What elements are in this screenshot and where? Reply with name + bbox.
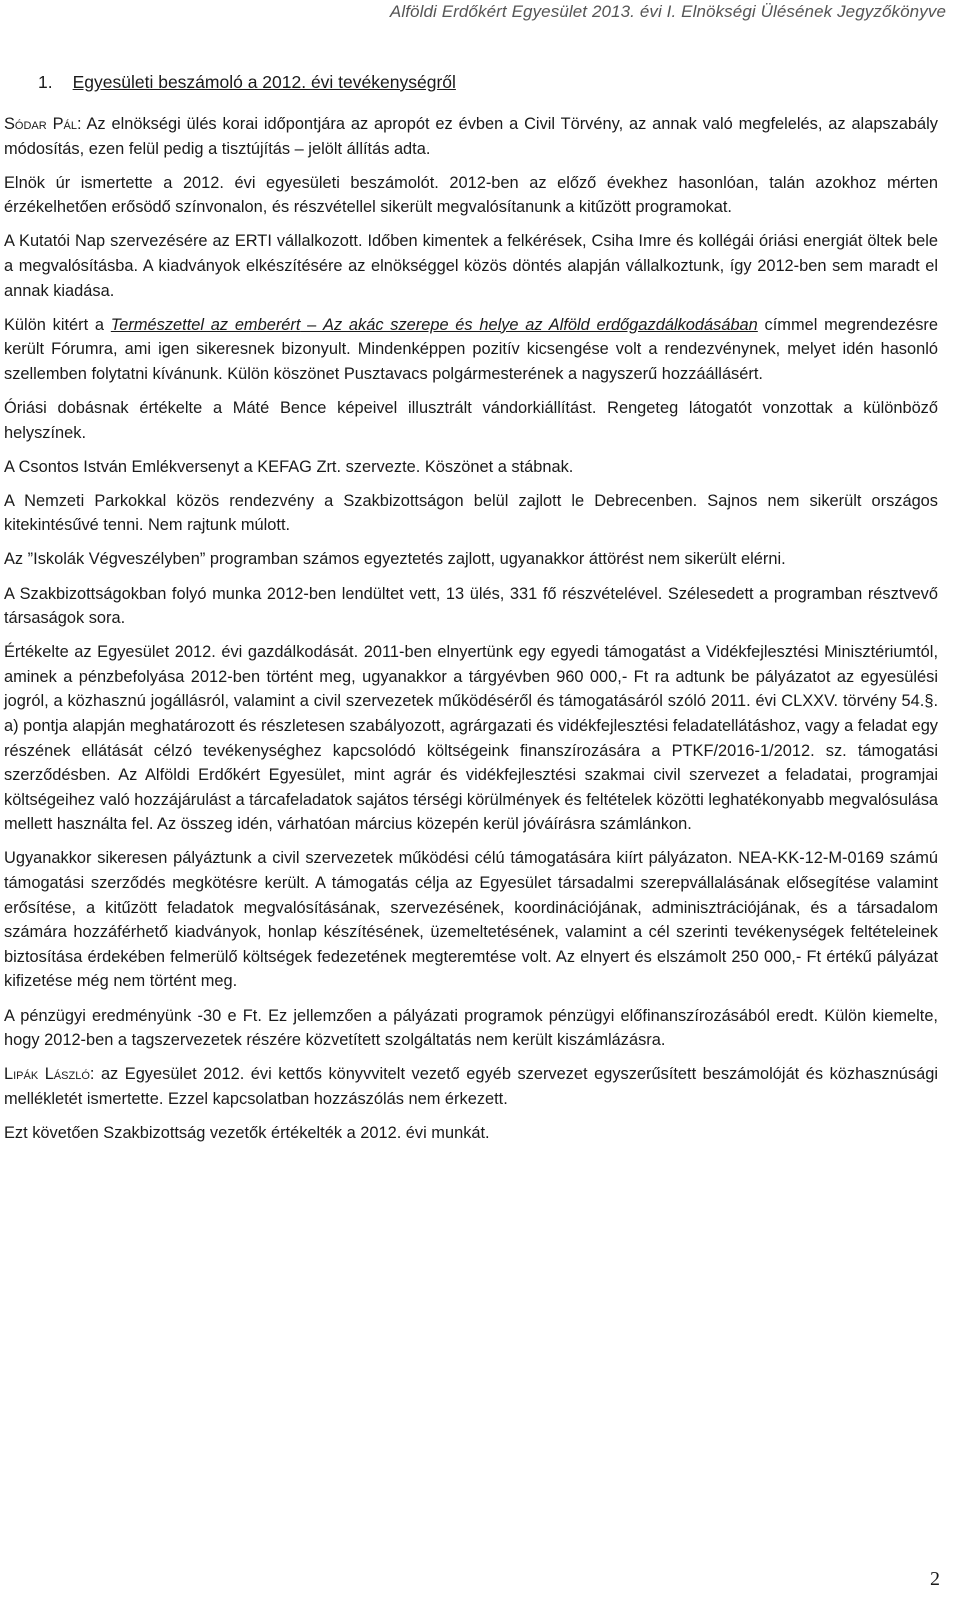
paragraph-text: címmel megrendezésre került Fórumra, ami igen sikeresnek bizonyult. Mindenképpen pozitív kicsengése volt a rendezvénynek, melyet idén hasonló szellemben folytatni kívánunk. Külön köszönet Pusztavacs polgármesterének a nagyszerű hozzáállásért. (4, 315, 938, 383)
paragraph: Óriási dobásnak értékelte a Máté Bence képeivel illusztrált vándorkiállítást. Rengeteg látogatót vonzottak a különböző helyszínek. (4, 398, 938, 442)
paragraph: A pénzügyi eredményünk -30 e Ft. Ez jellemzően a pályázati programok pénzügyi előfinanszírozásából eredt. Külön kiemelte, hogy 2012-ben a tagszervezetek részére közvetített szolgáltatás nem került kiszámlázásra. (4, 1006, 938, 1050)
paragraph-text: Külön kitért a (4, 315, 111, 334)
speaker-name: Lipák László (4, 1065, 90, 1084)
document-body (4, 112, 938, 1155)
paragraph: Elnök úr ismertette a 2012. évi egyesületi beszámolót. 2012-ben az előző évekhez hasonlóan, talán azokhoz mérten érzékelhetően erősödő színvonalon, és részvétellel sikerült megvalósítanunk a kitűzött programokat. (4, 173, 938, 217)
paragraph: A Kutatói Nap szervezésére az ERTI vállalkozott. Időben kimentek a felkérések, Csiha Imre és kollégái óriási energiát öltek bele a megvalósításba. A kiadványok elkészítésére az elnökséggel közös döntés alapján vállalkoztunk, így 2012-ben sem maradt el annak kiadása. (4, 232, 938, 300)
paragraph: A Csontos István Emlékversenyt a KEFAG Zrt. szervezte. Köszönet a stábnak. (4, 457, 574, 476)
paragraph: A Nemzeti Parkokkal közös rendezvény a Szakbizottságon belül zajlott le Debrecenben. Sajnos nem sikerült országos kitekintésűvé tenni. Nem rajtunk múlott. (4, 491, 938, 535)
paragraph: Ezt követően Szakbizottság vezetők értékelték a 2012. évi munkát. (4, 1123, 490, 1142)
speaker-name: Sódar Pál (4, 115, 77, 133)
paragraph-text: : Az elnökségi ülés korai időpontjára az apropót ez évben a Civil Törvény, az annak való megfelelés, az alapszabály módosítás, ezen felül pedig a tisztújítás – jelölt állítás adta. (4, 115, 939, 158)
paragraph: A Szakbizottságokban folyó munka 2012-ben lendültet vett, 13 ülés, 331 fő részvételével. Szélesedett a programban résztvevő társaságok sora. (4, 584, 938, 628)
paragraph: Ugyanakkor sikeresen pályáztunk a civil szervezetek működési célú támogatására kiírt pályázaton. NEA-KK-12-M-0169 számú támogatási szerződés megkötésre került. A támogatás célja az Egyesület társadalmi szerepvállalásának elősegítése valamint erősítése, a kitűzött feladatok megvalósításának, szervezésének, koordinációjának, adminisztrációjának, és a társadalom számára hozzáférhető kiadványok, honlap készítésének, üzemeltetésének, valamint a cél szerinti tevékenységek feltételeinek biztosítása érdekében felmerülő költségek fedezetének megteremtése volt. Az elnyert és elszámolt 250 000,- Ft értékű pályázat kifizetése még nem történt meg. (4, 849, 938, 991)
forum-title: Az akác szerepe és helye az Alföld erdőgazdálkodásában (323, 315, 758, 334)
event-name: Természettel az emberért (110, 315, 301, 334)
section-number: 1. (38, 72, 53, 92)
paragraph: Az ”Iskolák Végveszélyben” programban számos egyeztetés zajlott, ugyanakkor áttörést nem sikerült elérni. (4, 550, 786, 569)
section-heading (38, 72, 456, 93)
page-number: 2 (930, 1568, 940, 1590)
paragraph (4, 1062, 938, 1111)
paragraph (4, 112, 938, 161)
paragraph: Értékelte az Egyesület 2012. évi gazdálkodását. 2011-ben elnyertünk egy egyedi támogatást a Vidékfejlesztési Minisztériumtól, aminek a pénzbefolyása 2012-ben történt meg, ugyanakkor a tárgyévben 960 000,- Ft ra adtunk be pályázatot az egyesülési jogról, a közhasznú jogállásról, valamint a civil szervezetek működéséről és támogatásáról szóló 2011. évi CLXXV. törvény 54.§. a) pontja alapján meghatározott és részletesen szabályozott, agrárgazati és vidékfejlesztési feladatellátáshoz, vagy a feladat egy részének ellátását célzó tevékenységhez kapcsolódó költségeink finanszírozására a PTKF/2016-1/2012. sz. támogatási szerződésben. Az Alföldi Erdőkért Egyesület, mint agrár és vidékfejlesztési szakmai civil szervezet a feladatai, programjai költségeihez való hozzájárulást a tárcafeladatok sajátos térségi körülmények és feltételek közötti leghatékonyabb megvalósulása mellett használta fel. Az összeg idén, várhatóan március közepén kerül jóváírásra számlánkon. (4, 643, 938, 834)
paragraph-text: : az Egyesület 2012. évi kettős könyvvitelt vezető egyéb szervezet egyszerűsített beszámolóját és közhasznúsági mellékletét ismertette. Ezzel kapcsolatban hozzászólás nem érkezett. (4, 1065, 938, 1108)
running-header: Alföldi Erdőkért Egyesület 2013. évi I. Elnökségi Ülésének Jegyzőkönyve (389, 2, 946, 21)
dash: – (300, 315, 324, 334)
section-title: Egyesületi beszámoló a 2012. évi tevékenységről (72, 72, 456, 92)
paragraph (4, 313, 938, 387)
